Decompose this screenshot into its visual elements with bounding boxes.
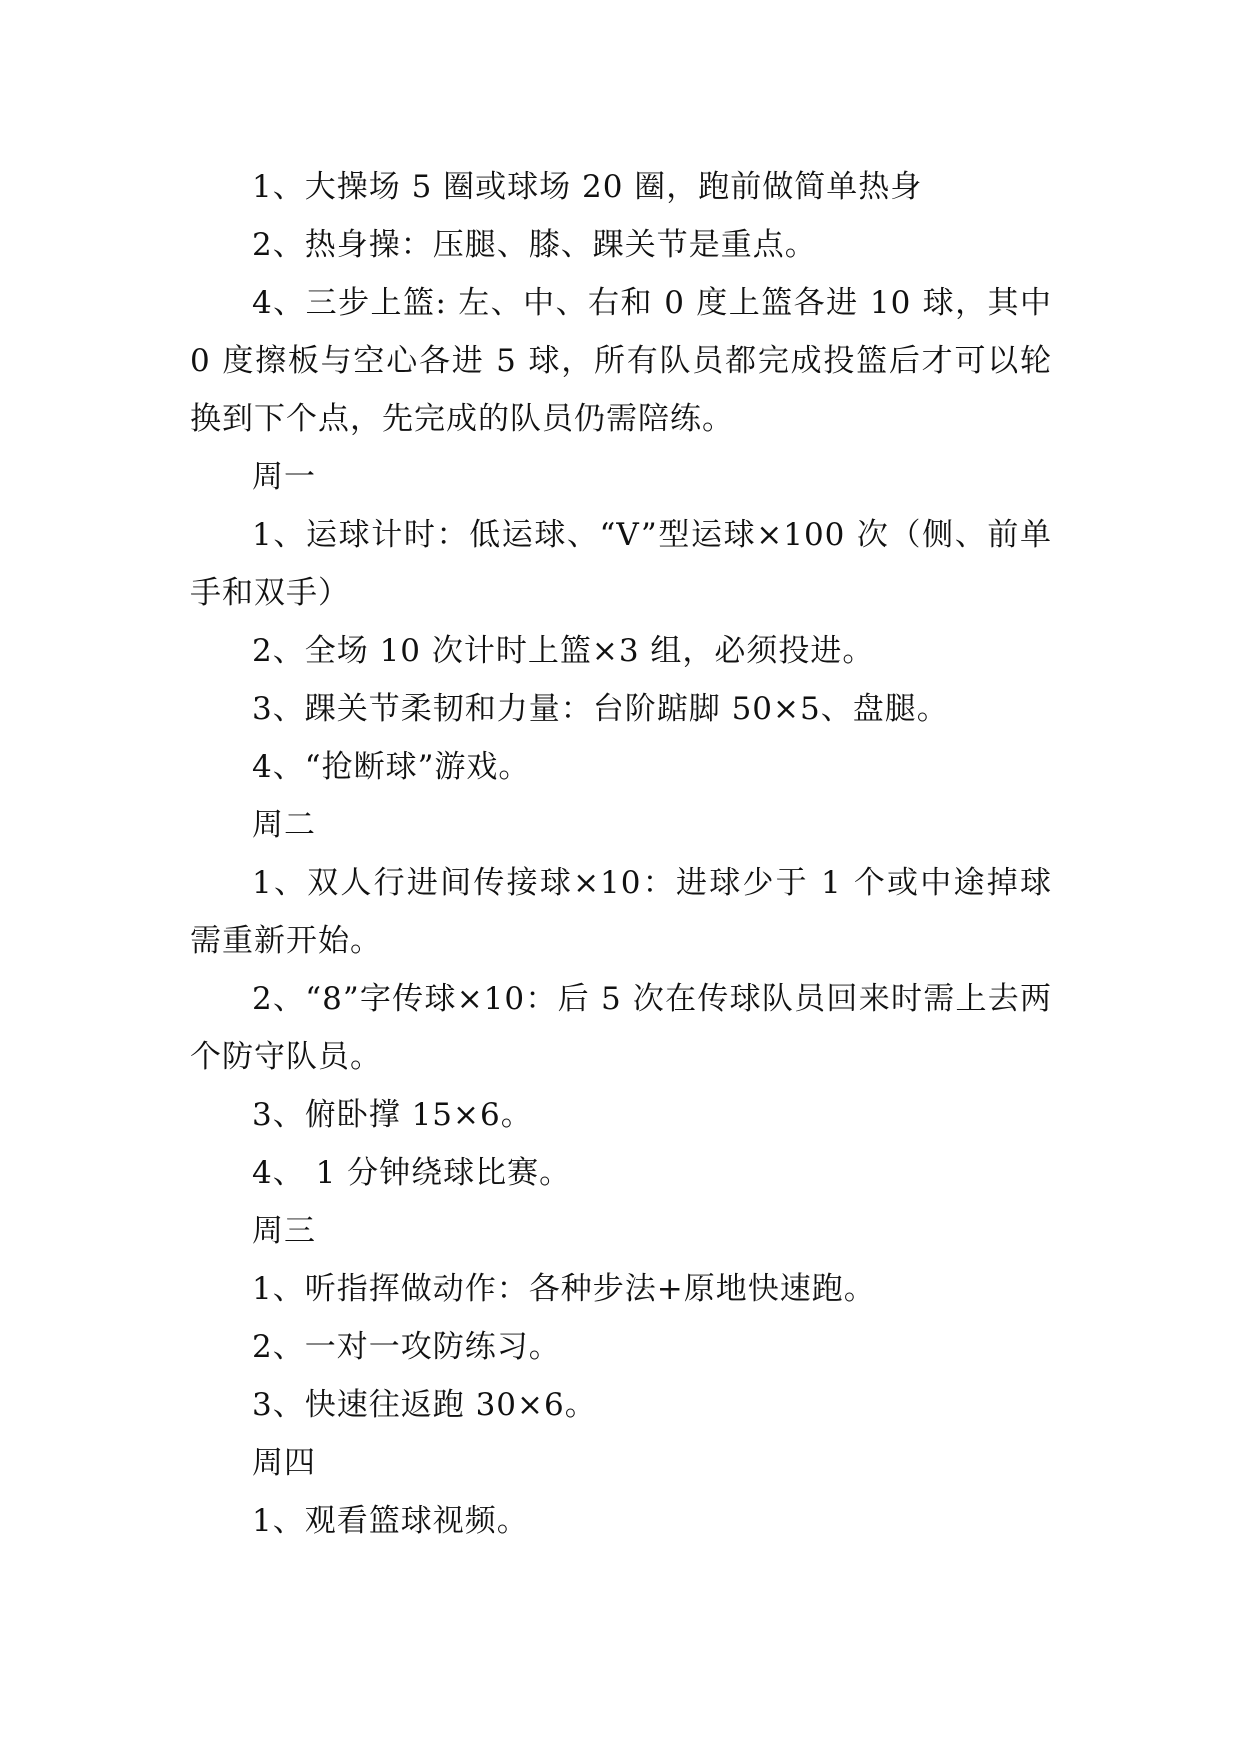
warmup-exercise-item: 2、热身操：压腿、膝、踝关节是重点。 (252, 227, 817, 263)
monday-item-1: 1、运球计时：低运球、“V”型运球×100 次（侧、前单手和双手） (190, 517, 1052, 611)
monday-item-2: 2、全场 10 次计时上篮×3 组，必须投进。 (252, 633, 875, 669)
tuesday-item-2: 2、“8”字传球×10：后 5 次在传球队员回来时需上去两个防守队员。 (190, 981, 1052, 1075)
tuesday-item-1: 1、双人行进间传接球×10：进球少于 1 个或中途掉球需重新开始。 (190, 865, 1052, 959)
monday-item-3: 3、踝关节柔韧和力量：台阶踮脚 50×5、盘腿。 (252, 691, 949, 727)
monday-heading: 周一 (252, 459, 316, 495)
thursday-heading: 周四 (252, 1445, 316, 1481)
thursday-item-1: 1、观看篮球视频。 (252, 1503, 529, 1539)
tuesday-heading: 周二 (252, 807, 316, 843)
monday-item-4: 4、“抢断球”游戏。 (252, 749, 531, 785)
wednesday-item-2: 2、一对一攻防练习。 (252, 1329, 561, 1365)
wednesday-item-1: 1、听指挥做动作：各种步法+原地快速跑。 (252, 1271, 876, 1307)
tuesday-item-3: 3、俯卧撑 15×6。 (252, 1097, 533, 1133)
document-body (190, 158, 1052, 1550)
tuesday-item-4: 4、 1 分钟绕球比赛。 (252, 1155, 572, 1191)
layup-drill-item: 4、三步上篮: 左、中、右和 0 度上篮各进 10 球，其中 0 度擦板与空心各进 5 球，所有队员都完成投篮后才可以轮换到下个点，先完成的队员仍需陪练。 (190, 285, 1052, 437)
warmup-run-item: 1、大操场 5 圈或球场 20 圈，跑前做简单热身 (252, 169, 923, 205)
wednesday-item-3: 3、快速往返跑 30×6。 (252, 1387, 597, 1423)
wednesday-heading: 周三 (252, 1213, 316, 1249)
